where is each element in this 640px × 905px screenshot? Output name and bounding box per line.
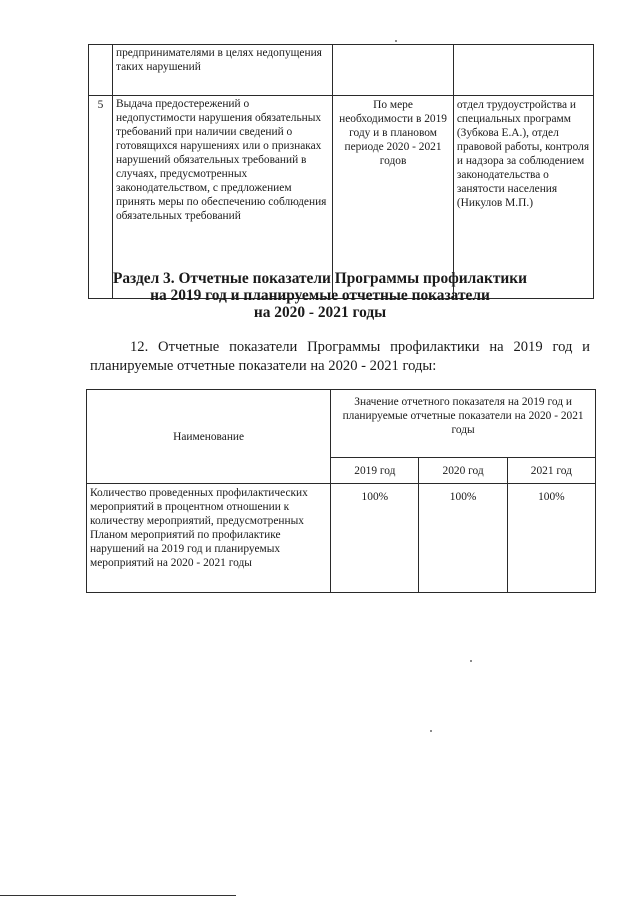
table-row <box>89 45 594 96</box>
measure-period <box>333 45 454 96</box>
year-header: 2019 год <box>331 458 419 484</box>
name-column-header: Наименование <box>87 390 331 484</box>
indicator-value: 100% <box>507 484 595 593</box>
section-heading-line: Раздел 3. Отчетные показатели Программы профилактики <box>112 270 528 287</box>
paragraph-line: планируемые отчетные показатели на 2020 - 2021 годы: <box>90 358 437 374</box>
indicator-name: Количество проведенных профилактических мероприятий в процентном отношении к количеству мероприятий, предусмотренных Планом мероприятий по профилактике нарушений на 2019 год и планируемых мероприятий на 2020 - 2021 годы <box>87 484 331 593</box>
paragraph-12 <box>90 338 590 376</box>
section-heading-line: на 2019 год и планируемые отчетные показатели <box>150 287 490 304</box>
indicators-table <box>86 389 596 593</box>
measure-responsible: отдел трудоустройства и специальных программ (Зубкова Е.А.), отдел правовой работы, контроля и надзора за соблюдением законодательства о занятости населения (Никулов М.П.) <box>453 96 593 299</box>
measure-responsible <box>453 45 593 96</box>
footnote-separator <box>0 895 236 896</box>
row-number <box>89 45 113 96</box>
scan-speck <box>430 730 432 732</box>
year-header: 2021 год <box>507 458 595 484</box>
section-heading <box>60 270 580 321</box>
row-number: 5 <box>89 96 113 299</box>
scan-speck <box>470 660 472 662</box>
scan-speck <box>395 40 397 42</box>
measure-description: предпринимателями в целях недопущения таких нарушений <box>112 45 332 96</box>
value-column-header: Значение отчетного показателя на 2019 год и планируемые отчетные показатели на 2020 - 2021 годы <box>331 390 596 458</box>
paragraph-line: 12. Отчетные показатели Программы профилактики на 2019 год и <box>130 339 590 355</box>
table-row <box>89 96 594 299</box>
section-heading-line: на 2020 - 2021 годы <box>253 304 387 321</box>
indicator-value: 100% <box>331 484 419 593</box>
measures-table-continuation <box>88 44 594 299</box>
year-header: 2020 год <box>419 458 507 484</box>
table-header-row <box>87 390 596 458</box>
measure-description: Выдача предостережений о недопустимости нарушения обязательных требований при наличии сведений о готовящихся нарушениях или о признаках нарушений обязательных требований в случаях, предусмотренных законодательством, с предложением принять меры по обеспечению соблюдения обязательных требований <box>112 96 332 299</box>
table-row <box>87 484 596 593</box>
indicator-value: 100% <box>419 484 507 593</box>
measure-period: По мере необходимости в 2019 году и в плановом периоде 2020 - 2021 годов <box>333 96 454 299</box>
